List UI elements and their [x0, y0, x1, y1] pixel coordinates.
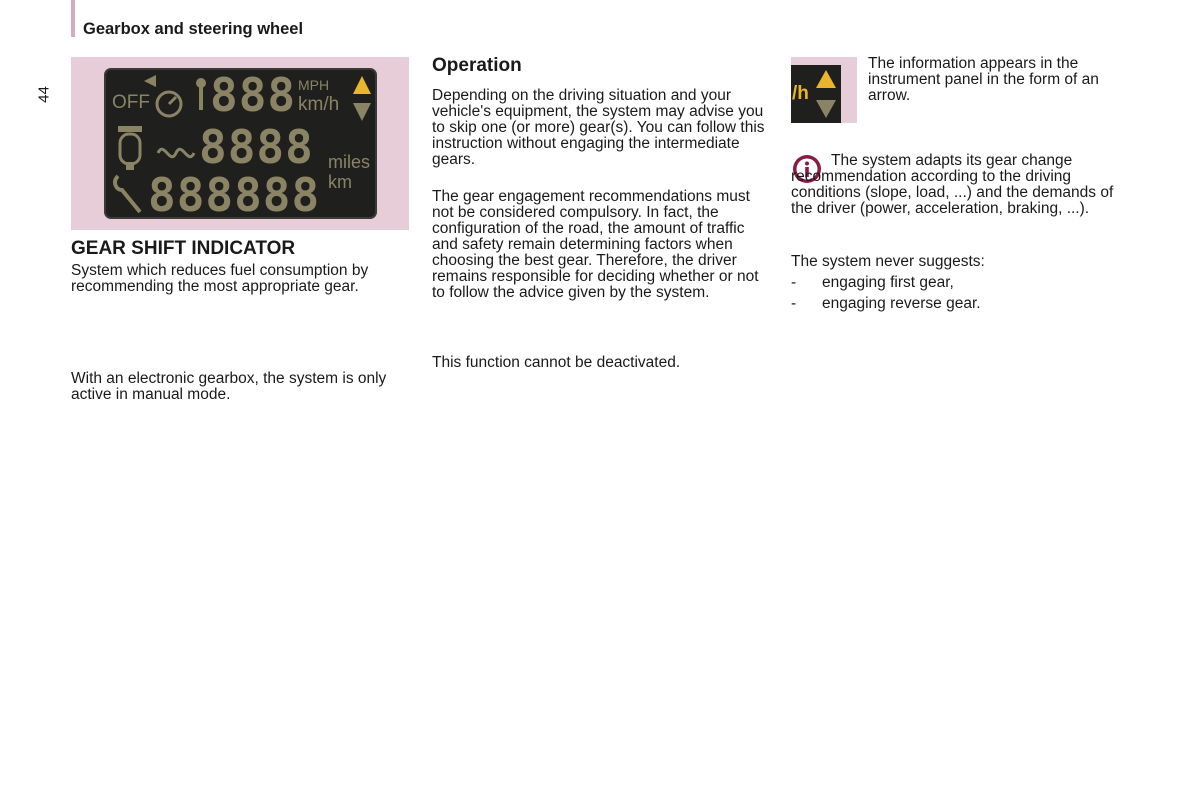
wrench-icon: [110, 172, 146, 216]
lcd-off-label: OFF: [112, 92, 150, 113]
list-item: - engaging first gear,: [791, 274, 954, 291]
arrow-kmh-fragment: /h: [792, 83, 809, 104]
arrow-lcd-screen: [791, 65, 841, 123]
operation-paragraph-2: The gear engagement recommendations must not be considered compulsory. In fact, the configuration of the road, the amount of traffic and safety remain determining factors when choosing the best gear. Therefore, the driver remains responsible for deciding whether or not to follow the advice given by the system.: [432, 188, 759, 301]
lcd-screen: [104, 68, 377, 219]
arrow-caption: The information appears in the instrument panel in the form of an arrow.: [868, 55, 1099, 104]
operation-paragraph-1: Depending on the driving situation and your vehicle's equipment, the system may advise you to skip one (or more) gear(s). You can follow this instruction without engaging the intermediate gears.: [432, 87, 765, 168]
operation-paragraph-3: This function cannot be deactivated.: [432, 354, 681, 371]
operation-heading: Operation: [432, 55, 522, 76]
dashboard-display-illustration: [71, 57, 409, 230]
arrow-down-icon: [815, 99, 837, 119]
lcd-km-label: km: [328, 172, 352, 192]
speedometer-icon: [153, 87, 185, 119]
never-suggests-text: The system never suggests:: [791, 253, 985, 270]
intro-paragraph: System which reduces fuel consumption by recommending the most appropriate gear.: [71, 262, 369, 295]
section-title: Gearbox and steering wheel: [83, 20, 304, 38]
lcd-kmh-label: km/h: [298, 94, 340, 115]
never-suggests-list: [791, 274, 981, 316]
shift-up-arrow-icon: [352, 75, 372, 95]
page-number: 44: [35, 86, 53, 103]
lcd-middle-digits: 8888: [199, 120, 314, 174]
arrow-display-illustration: [791, 57, 857, 123]
lcd-mph-label: MPH: [298, 77, 330, 93]
lcd-bottom-digits: 888888: [148, 168, 321, 219]
oil-can-service-icon: [112, 122, 148, 172]
lcd-speed-digits: 888: [210, 68, 297, 122]
electronic-gearbox-note: With an electronic gearbox, the system is only active in manual mode.: [71, 370, 387, 403]
arrow-up-icon: [815, 69, 837, 89]
glow-plug-icon: [156, 142, 196, 164]
list-item: - engaging reverse gear.: [791, 295, 981, 312]
header-accent-bar: [71, 0, 75, 37]
info-note: The system adapts its gear change recommendation according to the driving conditions (slope, load, ...) and the demands of the driver (power, acceleration, braking, ...).: [791, 152, 1114, 217]
shift-down-arrow-icon: [352, 102, 372, 122]
pin-icon: [194, 76, 208, 112]
gear-shift-indicator-title: GEAR SHIFT INDICATOR: [71, 238, 296, 259]
lcd-miles-label: miles: [328, 152, 371, 172]
